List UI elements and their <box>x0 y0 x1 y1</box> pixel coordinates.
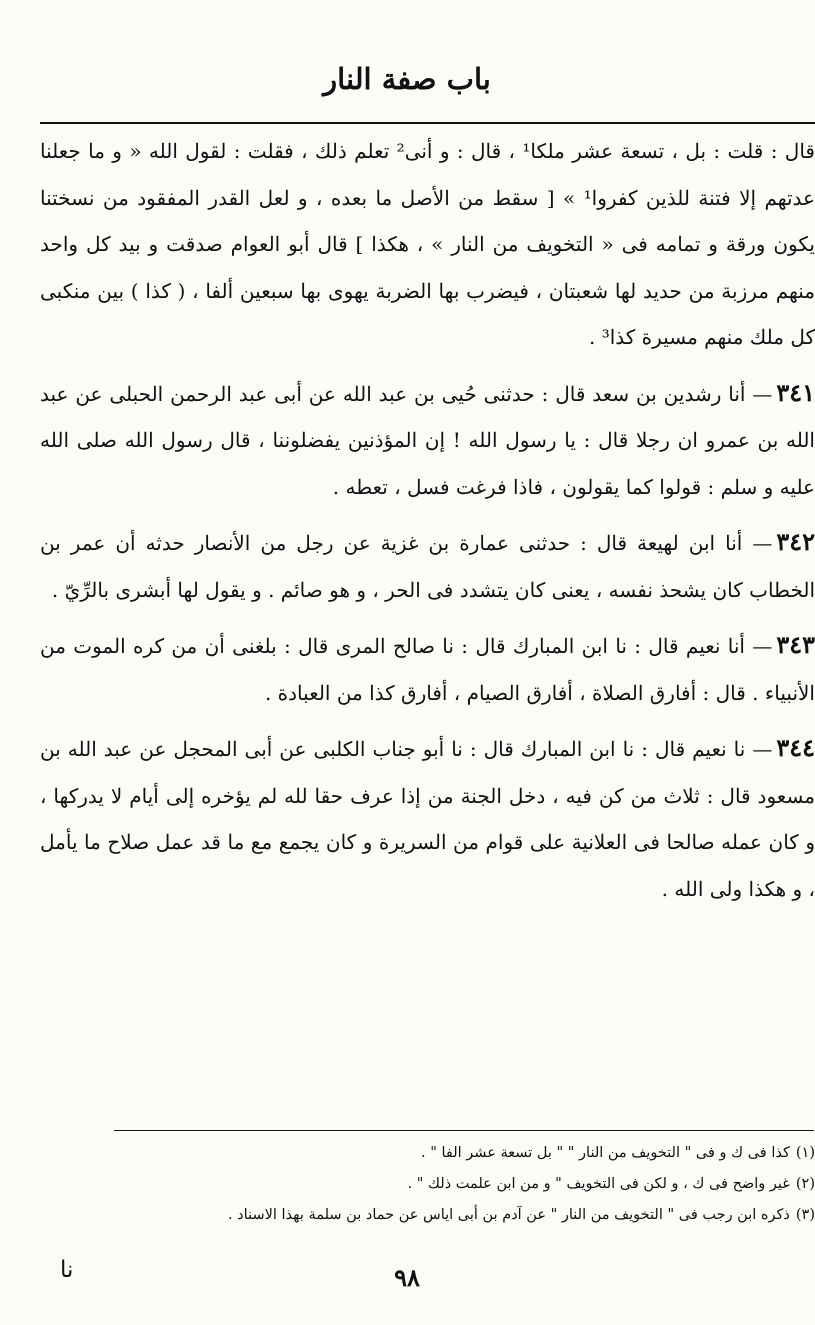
hadith-text: — أنا رشدين بن سعد قال : حدثنى حُيى بن عبد الله عن أبى عبد الرحمن الحبلى عن عبد الله بن عمرو ان رجلا قال : يا رسول الله ! إن المؤذنين يفضلوننا ، قال رسول الله صلى الله عليه و سلم : قولوا كما يقولون ، فاذا فرغت فسل ، تعطه . <box>40 381 815 499</box>
footnote-text: كذا فى ك و فى " التخويف من النار " " بل تسعة عشر الفا " . <box>420 1145 790 1161</box>
chapter-title: باب صفة النار <box>323 62 491 96</box>
page-number: ٩٨ <box>394 1263 420 1292</box>
hadith-text: — أنا ابن لهيعة قال : حدثنى عمارة بن غزية عن رجل من الأنصار حدثه أن عمر بن الخطاب كان يشحذ نفسه ، يعنى كان يتشدد فى الحر ، و هو صائم . و يقول لها أبشرى بالرِّيّ . <box>40 531 815 602</box>
footnotes <box>40 1138 815 1231</box>
body-text <box>40 128 815 921</box>
hadith-text: — نا نعيم قال : نا ابن المبارك قال : نا أبو جناب الكلبى عن أبى المحجل عن عبد الله بن مسعود قال : ثلاث من كن فيه ، دخل الجنة من إذا عرف حقا لله لم يؤخره إلى أيام لا يدركها ، و كان عمله صالحا فى العلانية على قوام من السريرة و كان يجمع مع ما قد عمل صلاح ما يأمل ، و هكذا ولى الله . <box>40 737 815 901</box>
footnote-text: غير واضح فى ك ، و لكن فى التخويف " و من ابن علمت ذلك " . <box>407 1176 790 1192</box>
footnote-text: ذكره ابن رجب فى " التخويف من النار " عن آدم بن أبى اياس عن حماد بن سلمة بهذا الاسناد . <box>227 1207 790 1223</box>
paragraph-continued <box>40 128 815 361</box>
hadith-342 <box>40 519 815 613</box>
footnote-number: (٢) <box>795 1176 815 1192</box>
hadith-343 <box>40 622 815 716</box>
hadith-number: ٣٤٣ <box>776 630 815 659</box>
hadith-number: ٣٤١ <box>776 377 815 407</box>
hadith-text: — أنا نعيم قال : نا ابن المبارك قال : نا صالح المرى قال : بلغنى أن من كره الموت من الأنبياء . قال : أفارق الصلاة ، أفارق الصيام ، أفارق كذا من العبادة . <box>40 634 815 705</box>
signature-mark: نا <box>60 1257 74 1283</box>
hadith-number: ٣٤٢ <box>776 527 815 556</box>
footnote-rule <box>114 1130 814 1131</box>
footnote-3 <box>40 1200 815 1231</box>
paragraph-text: قال : قلت : بل ، تسعة عشر ملكا¹ ، قال : و أنى² تعلم ذلك ، فقلت : لقول الله « و ما جعلنا عدتهم إلا فتنة للذين كفروا¹ » [ سقط من الأصل ما بعده ، و لعل القدر المفقود من نسختنا يكون ورقة و تمامه فى « التخويف من النار » ، هكذا ] قال أبو العوام صدقت و بيد كل واحد منهم مرزبة من حديد لها شعبتان ، فيضرب بها الضربة يهوى بها سبعين ألفا ، ( كذا ) بين منكبى كل ملك منهم مسيرة كذا³ . <box>40 139 815 349</box>
hadith-341 <box>40 370 815 511</box>
footnote-number: (١) <box>795 1145 815 1161</box>
hadith-344 <box>40 725 815 912</box>
header-rule <box>40 122 815 124</box>
hadith-number: ٣٤٤ <box>776 733 815 762</box>
footnote-2 <box>40 1169 815 1200</box>
footnote-number: (٣) <box>795 1207 815 1223</box>
footnote-1 <box>40 1138 815 1169</box>
